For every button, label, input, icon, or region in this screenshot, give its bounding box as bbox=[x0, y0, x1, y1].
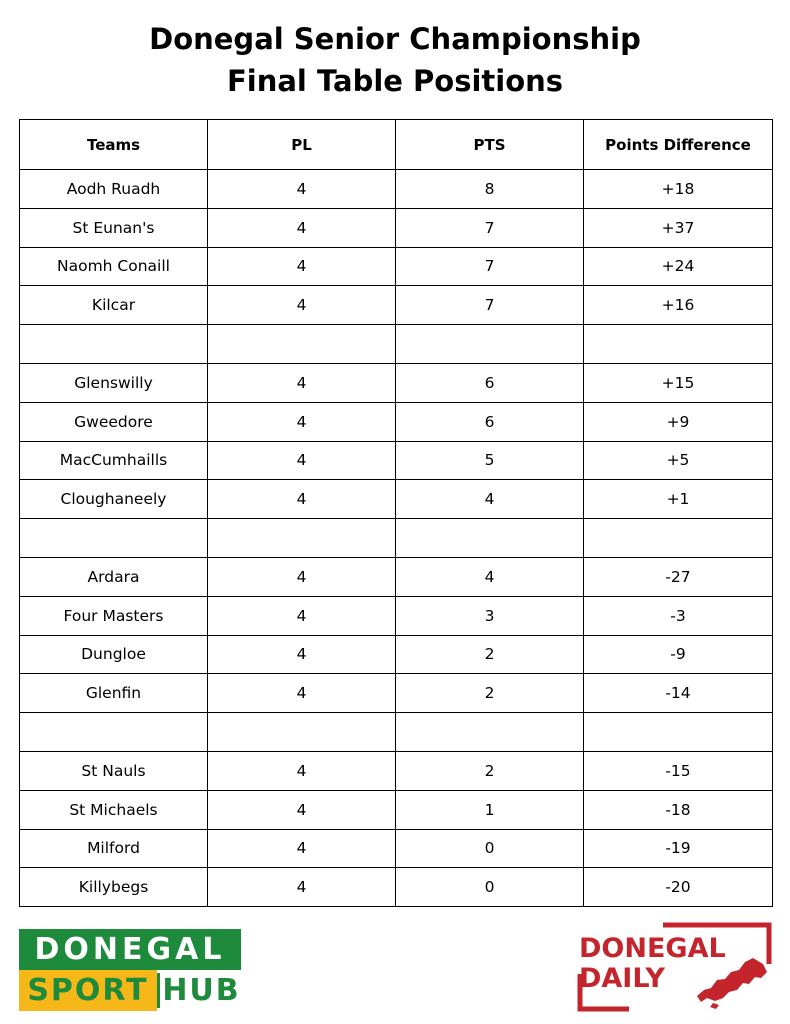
played-cell: 4 bbox=[208, 286, 396, 325]
table-spacer-row bbox=[20, 713, 773, 752]
played-cell: 4 bbox=[208, 247, 396, 286]
points-difference-cell bbox=[584, 325, 773, 364]
played-cell bbox=[208, 325, 396, 364]
team-cell: Milford bbox=[20, 829, 208, 868]
points-difference-cell: +24 bbox=[584, 247, 773, 286]
points-difference-cell: +5 bbox=[584, 441, 773, 480]
team-cell: Four Masters bbox=[20, 596, 208, 635]
team-cell: Cloughaneely bbox=[20, 480, 208, 519]
played-cell: 4 bbox=[208, 480, 396, 519]
table-row bbox=[20, 208, 773, 247]
header-points: PTS bbox=[396, 120, 584, 170]
table-row bbox=[20, 557, 773, 596]
sport-hub-logo-divider bbox=[157, 973, 160, 1008]
points-difference-cell: +37 bbox=[584, 208, 773, 247]
team-cell: Kilcar bbox=[20, 286, 208, 325]
points-cell: 3 bbox=[396, 596, 584, 635]
played-cell: 4 bbox=[208, 596, 396, 635]
played-cell: 4 bbox=[208, 674, 396, 713]
team-cell: Ardara bbox=[20, 557, 208, 596]
table-row bbox=[20, 635, 773, 674]
team-cell: St Nauls bbox=[20, 751, 208, 790]
points-difference-cell bbox=[584, 713, 773, 752]
points-difference-cell: +16 bbox=[584, 286, 773, 325]
title-line-2: Final Table Positions bbox=[226, 64, 564, 98]
table-row bbox=[20, 674, 773, 713]
sport-hub-logo-bottom bbox=[19, 970, 241, 1011]
header-points-difference: Points Difference bbox=[584, 120, 773, 170]
page-title bbox=[0, 18, 790, 102]
played-cell bbox=[208, 519, 396, 558]
sport-hub-logo-sport: SPORT bbox=[19, 970, 157, 1011]
points-cell: 7 bbox=[396, 247, 584, 286]
team-cell: MacCumhaills bbox=[20, 441, 208, 480]
played-cell: 4 bbox=[208, 363, 396, 402]
team-cell bbox=[20, 713, 208, 752]
points-cell bbox=[396, 519, 584, 558]
table-row bbox=[20, 402, 773, 441]
header-teams: Teams bbox=[20, 120, 208, 170]
played-cell: 4 bbox=[208, 208, 396, 247]
table-spacer-row bbox=[20, 519, 773, 558]
points-cell: 7 bbox=[396, 286, 584, 325]
table-body bbox=[20, 170, 773, 907]
daily-logo-line-2: DAILY bbox=[579, 963, 665, 994]
points-cell: 2 bbox=[396, 751, 584, 790]
points-difference-cell: -19 bbox=[584, 829, 773, 868]
played-cell: 4 bbox=[208, 557, 396, 596]
points-difference-cell: +9 bbox=[584, 402, 773, 441]
points-cell: 4 bbox=[396, 480, 584, 519]
points-difference-cell: -20 bbox=[584, 868, 773, 907]
points-difference-cell: -18 bbox=[584, 790, 773, 829]
daily-logo-line-1: DONEGAL bbox=[579, 933, 726, 964]
points-difference-cell: -14 bbox=[584, 674, 773, 713]
header-played: PL bbox=[208, 120, 396, 170]
played-cell: 4 bbox=[208, 868, 396, 907]
team-cell: Gweedore bbox=[20, 402, 208, 441]
played-cell: 4 bbox=[208, 170, 396, 209]
played-cell: 4 bbox=[208, 441, 396, 480]
points-cell: 6 bbox=[396, 363, 584, 402]
donegal-daily-logo bbox=[577, 922, 773, 1012]
played-cell bbox=[208, 713, 396, 752]
points-cell bbox=[396, 325, 584, 364]
points-difference-cell bbox=[584, 519, 773, 558]
team-cell: Naomh Conaill bbox=[20, 247, 208, 286]
table-row bbox=[20, 596, 773, 635]
team-cell: St Michaels bbox=[20, 790, 208, 829]
points-difference-cell: +15 bbox=[584, 363, 773, 402]
played-cell: 4 bbox=[208, 751, 396, 790]
table-row bbox=[20, 790, 773, 829]
points-difference-cell: -27 bbox=[584, 557, 773, 596]
donegal-sport-hub-logo bbox=[19, 929, 241, 1011]
points-cell: 7 bbox=[396, 208, 584, 247]
sport-hub-logo-top: DONEGAL bbox=[19, 929, 241, 970]
table-row bbox=[20, 868, 773, 907]
points-difference-cell: -15 bbox=[584, 751, 773, 790]
table-row bbox=[20, 751, 773, 790]
team-cell bbox=[20, 519, 208, 558]
table-row bbox=[20, 441, 773, 480]
played-cell: 4 bbox=[208, 635, 396, 674]
team-cell: Glenswilly bbox=[20, 363, 208, 402]
team-cell: Dungloe bbox=[20, 635, 208, 674]
points-cell: 0 bbox=[396, 829, 584, 868]
team-cell: Glenfin bbox=[20, 674, 208, 713]
points-cell: 1 bbox=[396, 790, 584, 829]
played-cell: 4 bbox=[208, 829, 396, 868]
sport-hub-logo-hub: HUB bbox=[162, 973, 241, 1008]
table-row bbox=[20, 170, 773, 209]
points-cell: 5 bbox=[396, 441, 584, 480]
points-cell: 4 bbox=[396, 557, 584, 596]
table-row bbox=[20, 286, 773, 325]
table-row bbox=[20, 363, 773, 402]
points-cell: 6 bbox=[396, 402, 584, 441]
table-row bbox=[20, 829, 773, 868]
played-cell: 4 bbox=[208, 402, 396, 441]
points-cell: 2 bbox=[396, 635, 584, 674]
team-cell: Aodh Ruadh bbox=[20, 170, 208, 209]
table-row bbox=[20, 480, 773, 519]
played-cell: 4 bbox=[208, 790, 396, 829]
points-cell: 0 bbox=[396, 868, 584, 907]
header-row bbox=[20, 120, 773, 170]
points-cell: 8 bbox=[396, 170, 584, 209]
points-difference-cell: -3 bbox=[584, 596, 773, 635]
points-cell: 2 bbox=[396, 674, 584, 713]
team-cell: Killybegs bbox=[20, 868, 208, 907]
table-spacer-row bbox=[20, 325, 773, 364]
standings-table bbox=[19, 119, 773, 907]
points-cell bbox=[396, 713, 584, 752]
table-row bbox=[20, 247, 773, 286]
points-difference-cell: +18 bbox=[584, 170, 773, 209]
points-difference-cell: -9 bbox=[584, 635, 773, 674]
team-cell bbox=[20, 325, 208, 364]
donegal-daily-wordmark bbox=[579, 934, 726, 994]
team-cell: St Eunan's bbox=[20, 208, 208, 247]
title-line-1: Donegal Senior Championship bbox=[149, 22, 641, 56]
points-difference-cell: +1 bbox=[584, 480, 773, 519]
